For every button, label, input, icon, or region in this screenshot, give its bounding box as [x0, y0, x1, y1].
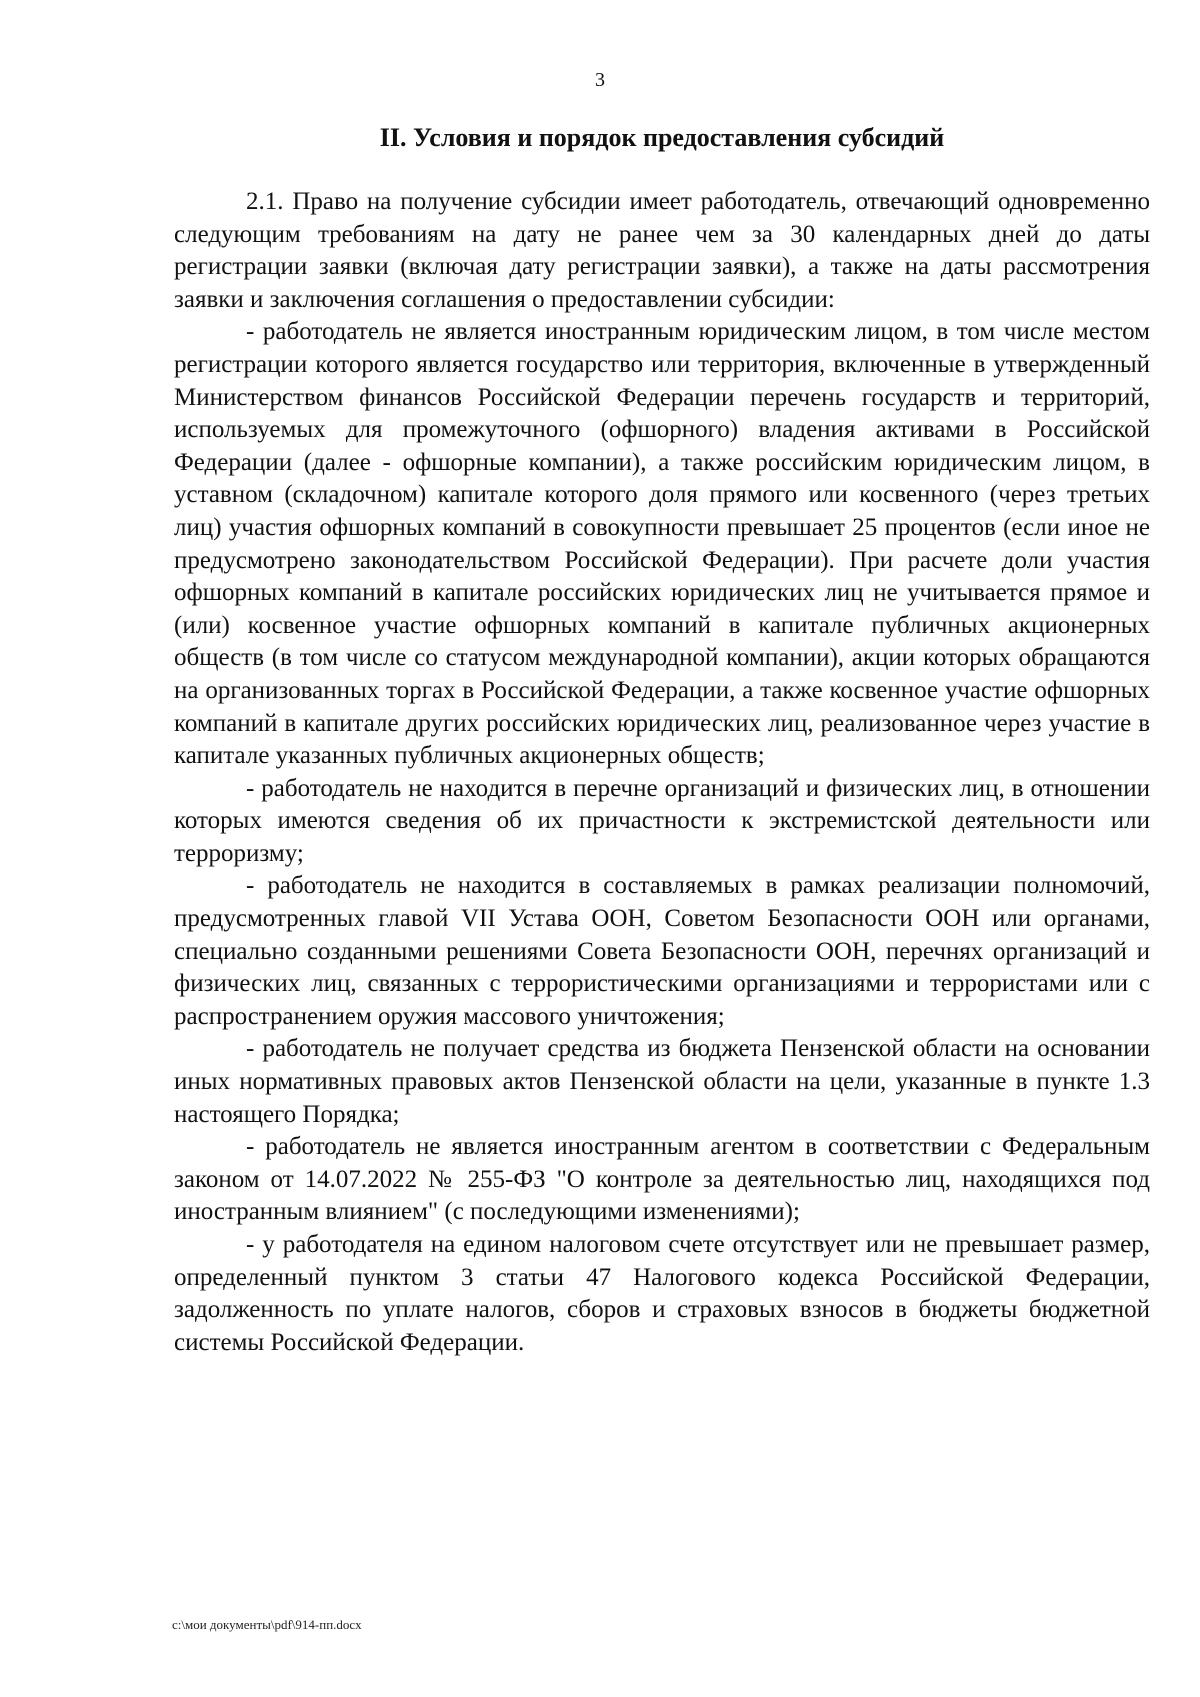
- paragraph-2-1: 2.1. Право на получение субсидии имеет работодатель, отвечающий одновременно следующим требованиям на дату не ранее чем за 30 календарных дней до даты регистрации заявки (включая дату регистрации заявки), а также на даты рассмотрения заявки и заключения соглашения о предоставлении субсидии:: [174, 188, 1150, 313]
- paragraph-offshore: - работодатель не является иностранным юридическим лицом, в том числе местом регистрации которого является государство или территория, включенные в утвержденный Министерством финансов Российской Федерации перечень государств и территорий, используемых для промежуточного (офшорного) владения активами в Российской Федерации (далее - офшорные компании), а также российским юридическим лицом, в уставном (складочном) капитале которого доля прямого или косвенного (через третьих лиц) участия офшорных компаний в совокупности превышает 25 процентов (если иное не предусмотрено законодательством Российской Федерации). При расчете доли участия офшорных компаний в капитале российских юридических лиц не учитывается прямое и (или) косвенное участие офшорных компаний в капитале публичных акционерных обществ (в том числе со статусом международной компании), акции которых обращаются на организованных торгах в Российской Федерации, а также косвенное участие офшорных компаний в капитале других российских юридических лиц, реализованное через участие в капитале указанных публичных акционерных обществ;: [174, 318, 1150, 770]
- paragraph-extremism: - работодатель не находится в перечне организаций и физических лиц, в отношении которых имеются сведения об их причастности к экстремистской деятельности или терроризму;: [174, 774, 1150, 867]
- page-number: 3: [595, 69, 605, 91]
- paragraph-tax-debt: - у работодателя на едином налоговом счете отсутствует или не превышает размер, определенный пунктом 3 статьи 47 Налогового кодекса Российской Федерации, задолженность по уплате налогов, сборов и страховых взносов в бюджеты бюджетной системы Российской Федерации.: [174, 1231, 1150, 1356]
- footer-file-path: c:\мои документы\pdf\914-пп.docx: [172, 1617, 362, 1632]
- document-body: [174, 186, 1150, 1359]
- paragraph-foreign-agent: - работодатель не является иностранным агентом в соответствии с Федеральным законом от 14.07.2022 № 255-ФЗ "О контроле за деятельностью лиц, находящихся под иностранным влиянием" (с последующими изменениями);: [174, 1133, 1150, 1226]
- section-heading: II. Условия и порядок предоставления субсидий: [379, 123, 945, 152]
- paragraph-un-lists: - работодатель не находится в составляемых в рамках реализации полномочий, предусмотренных главой VII Устава ООН, Советом Безопасности ООН или органами, специально созданными решениями Совета Безопасности ООН, перечнях организаций и физических лиц, связанных с террористическими организациями и террористами или с распространением оружия массового уничтожения;: [174, 872, 1150, 1030]
- paragraph-budget-funds: - работодатель не получает средства из бюджета Пензенской области на основании иных нормативных правовых актов Пензенской области на цели, указанные в пункте 1.3 настоящего Порядка;: [174, 1035, 1150, 1128]
